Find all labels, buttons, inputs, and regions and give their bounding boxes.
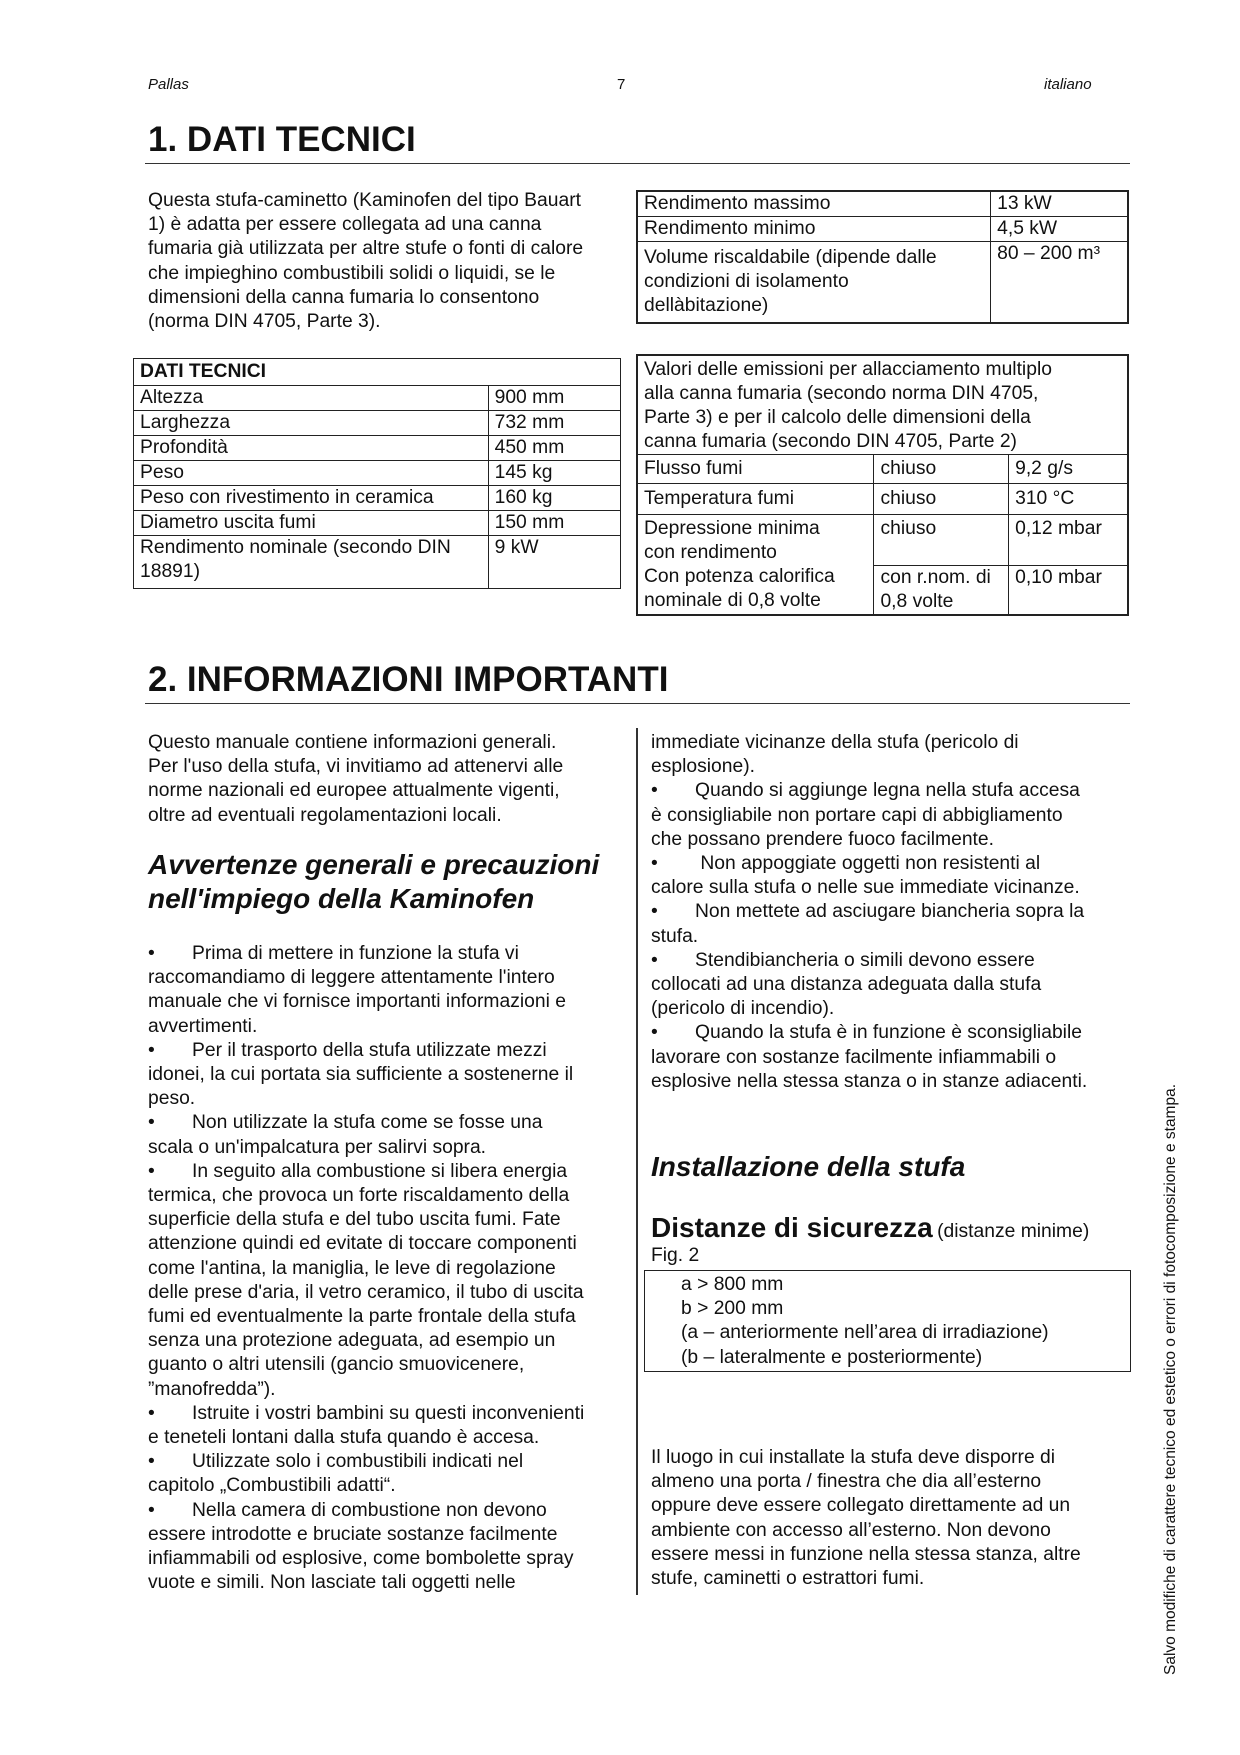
bullet: • bbox=[651, 853, 658, 875]
text-line bbox=[148, 1499, 584, 1523]
table-cell: 13 kW bbox=[991, 191, 1128, 217]
cell-line: Con potenza calorifica bbox=[644, 566, 835, 587]
precautions-heading bbox=[148, 848, 599, 916]
distance-title: Distanze di sicurezza bbox=[651, 1212, 933, 1243]
text-line: oppure deve essere collegato direttamente ad un bbox=[651, 1495, 1071, 1517]
text-line bbox=[651, 1070, 1087, 1094]
section1-intro bbox=[148, 189, 583, 334]
text-line bbox=[148, 1160, 584, 1184]
line-text: In seguito alla combustione si libera energia bbox=[192, 1160, 568, 1182]
distance-line: a > 800 mm bbox=[681, 1274, 784, 1295]
performance-table bbox=[636, 190, 1129, 324]
cell-line: Volume riscaldabile (dipende dalle bbox=[644, 247, 937, 268]
table-heading bbox=[637, 355, 1128, 455]
text-line bbox=[148, 966, 584, 990]
table-row bbox=[637, 242, 1128, 324]
intro-line: 1) è adatta per essere collegata ad una canna bbox=[148, 214, 542, 236]
line-text: attenzione quindi ed evitate di toccare componenti bbox=[148, 1233, 577, 1255]
text-line bbox=[651, 900, 1087, 924]
text-line bbox=[148, 990, 584, 1014]
distance-box bbox=[644, 1270, 1131, 1372]
text-line bbox=[651, 925, 1087, 949]
table-cell: Profondità bbox=[134, 436, 489, 461]
cell-line: con rendimento bbox=[644, 542, 777, 563]
line-text: avvertimenti. bbox=[148, 1015, 258, 1037]
line-text: essere introdotte e bruciate sostanze facilmente bbox=[148, 1523, 558, 1545]
line-text: ”manofredda”). bbox=[148, 1378, 276, 1400]
table-cell: 4,5 kW bbox=[991, 217, 1128, 242]
text-line bbox=[651, 973, 1087, 997]
line-text: immediate vicinanze della stufa (pericolo di bbox=[651, 732, 1019, 753]
table-cell: 732 mm bbox=[488, 411, 620, 436]
text-line bbox=[651, 852, 1087, 876]
text-line bbox=[148, 1232, 584, 1256]
cell-line: dellàbitazione) bbox=[644, 295, 769, 316]
text-line bbox=[148, 1063, 584, 1087]
text-line bbox=[651, 1046, 1087, 1070]
line-text: Non utilizzate la stufa come se fosse una bbox=[192, 1112, 543, 1134]
text-line bbox=[148, 1523, 584, 1547]
table-cell bbox=[134, 536, 489, 589]
line-text: Quando si aggiunge legna nella stufa accesa bbox=[695, 780, 1080, 802]
text-line bbox=[651, 949, 1087, 973]
table-heading: DATI TECNICI bbox=[134, 359, 621, 386]
text-line bbox=[651, 731, 1087, 755]
text-line bbox=[651, 779, 1087, 803]
heading-line: nell'impiego della Kaminofen bbox=[148, 883, 535, 914]
text-line bbox=[148, 1402, 584, 1426]
table-row bbox=[637, 515, 1128, 566]
table-cell: 150 mm bbox=[488, 511, 620, 536]
table-cell: 0,10 mbar bbox=[1009, 565, 1128, 615]
table-cell: Peso con rivestimento in ceramica bbox=[134, 486, 489, 511]
text-line bbox=[148, 1281, 584, 1305]
cell-line: con r.nom. di bbox=[880, 566, 991, 588]
text-line bbox=[148, 1208, 584, 1232]
line-text: Quando la stufa è in funzione è sconsigliabile bbox=[695, 1022, 1082, 1044]
table-cell bbox=[637, 515, 874, 566]
bullet: • bbox=[148, 943, 155, 964]
text-line bbox=[148, 1426, 584, 1450]
distance-heading bbox=[651, 1212, 1089, 1244]
text-line bbox=[148, 1329, 584, 1353]
header-left: Pallas bbox=[148, 76, 189, 93]
section2-rule bbox=[145, 703, 1130, 704]
table-cell bbox=[637, 242, 991, 324]
table-row bbox=[637, 191, 1128, 217]
text-line bbox=[148, 1474, 584, 1498]
table-cell: 900 mm bbox=[488, 386, 620, 411]
line-text: come l'antina, la maniglia, le leve di regolazione bbox=[148, 1257, 556, 1279]
cell-line: 0,8 volte bbox=[880, 590, 954, 612]
bullet: • bbox=[148, 1402, 155, 1424]
line-text: calore sulla stufa o nelle sue immediate vicinanze. bbox=[651, 877, 1080, 899]
table-cell: Altezza bbox=[134, 386, 489, 411]
line-text: senza una protezione adeguata, ad esempio un bbox=[148, 1330, 556, 1352]
line-text: vuote e simili. Non lasciate tali oggetti nelle bbox=[148, 1572, 516, 1594]
line-text: infiammabili od esplosive, come bombolette spray bbox=[148, 1548, 574, 1570]
intro-line: che impieghino combustibili solidi o liquidi, se le bbox=[148, 262, 556, 284]
header-right: italiano bbox=[1044, 76, 1092, 93]
table-cell: chiuso bbox=[874, 455, 1009, 484]
line-text: guanto o altri utensili (gancio smuovicenere, bbox=[148, 1354, 525, 1376]
cell-line: 18891) bbox=[140, 561, 201, 582]
bullet: • bbox=[651, 780, 658, 802]
table-cell: 9 kW bbox=[488, 536, 620, 589]
intro-line: Questo manuale contiene informazioni generali. bbox=[148, 732, 557, 753]
text-line bbox=[148, 1450, 584, 1474]
installation-heading: Installazione della stufa bbox=[651, 1151, 966, 1182]
bullet: • bbox=[148, 1451, 155, 1473]
table-cell bbox=[637, 565, 874, 615]
line-text: stufa. bbox=[651, 925, 699, 947]
line-text: Non appoggiate oggetti non resistenti al bbox=[695, 853, 1041, 875]
line-text: delle prese d'aria, il vetro ceramico, il tubo di uscita bbox=[148, 1281, 584, 1303]
intro-line: oltre ad eventuali regolamentazioni locali. bbox=[148, 804, 502, 826]
text-line bbox=[651, 755, 1087, 779]
table-cell: 160 kg bbox=[488, 486, 620, 511]
text-line bbox=[148, 942, 584, 966]
line-text: Nella camera di combustione non devono bbox=[192, 1499, 547, 1521]
table-row bbox=[637, 484, 1128, 515]
text-line bbox=[148, 1353, 584, 1377]
bullet: • bbox=[651, 901, 658, 923]
table-cell: Diametro uscita fumi bbox=[134, 511, 489, 536]
line-text: scala o un'impalcatura per salirvi sopra. bbox=[148, 1136, 487, 1158]
table-cell: 145 kg bbox=[488, 461, 620, 486]
text-line bbox=[651, 828, 1087, 852]
left-column-text bbox=[148, 942, 584, 1595]
table-cell: Peso bbox=[134, 461, 489, 486]
table-row bbox=[134, 386, 621, 411]
text-line bbox=[651, 804, 1087, 828]
bullet: • bbox=[651, 1022, 658, 1044]
table-cell: Larghezza bbox=[134, 411, 489, 436]
text-line bbox=[148, 1257, 584, 1281]
table-cell: 80 – 200 m³ bbox=[991, 242, 1128, 324]
table-row bbox=[134, 536, 621, 589]
text-line: Il luogo in cui installate la stufa deve disporre di bbox=[651, 1447, 1056, 1468]
text-line: almeno una porta / finestra che dia all’esterno bbox=[651, 1471, 1042, 1493]
intro-line: norme nazionali ed europee attualmente vigenti, bbox=[148, 780, 560, 802]
table-cell: Rendimento massimo bbox=[637, 191, 991, 217]
table-row bbox=[134, 436, 621, 461]
text-line bbox=[148, 1547, 584, 1571]
line-text: Istruite i vostri bambini su questi inconvenienti bbox=[192, 1402, 585, 1424]
text-line bbox=[148, 1184, 584, 1208]
bullet: • bbox=[651, 949, 658, 971]
tech-data-table bbox=[133, 358, 621, 589]
line-text: superficie della stufa e del tubo uscita fumi. Fate bbox=[148, 1209, 561, 1231]
distance-line: (b – lateralmente e posteriormente) bbox=[681, 1346, 983, 1368]
table-cell: Temperatura fumi bbox=[637, 484, 874, 515]
side-note: Salvo modifiche di carattere tecnico ed estetico o errori di fotocomposizione e stampa. bbox=[1162, 1083, 1179, 1675]
page-number: 7 bbox=[617, 76, 626, 93]
table-cell: Flusso fumi bbox=[637, 455, 874, 484]
line-text: è consigliabile non portare capi di abbigliamento bbox=[651, 804, 1063, 826]
table-row bbox=[134, 461, 621, 486]
cell-line: nominale di 0,8 volte bbox=[644, 590, 821, 611]
column-divider bbox=[636, 728, 638, 1595]
intro-line: Questa stufa-caminetto (Kaminofen del tipo Bauart bbox=[148, 190, 581, 211]
text-line bbox=[148, 1136, 584, 1160]
cell-line: Rendimento nominale (secondo DIN bbox=[140, 537, 451, 558]
text-line bbox=[148, 1571, 584, 1595]
line-text: Per il trasporto della stufa utilizzate mezzi bbox=[192, 1039, 547, 1061]
line-text: collocati ad una distanza adeguata dalla stufa bbox=[651, 974, 1042, 996]
line-text: capitolo „Combustibili adatti“. bbox=[148, 1475, 396, 1497]
distance-line: (a – anteriormente nell’area di irradiazione) bbox=[681, 1322, 1049, 1344]
line-text: esplosive nella stessa stanza o in stanze adiacenti. bbox=[651, 1070, 1088, 1092]
intro-line: fumaria già utilizzata per altre stufe o fonti di calore bbox=[148, 238, 584, 260]
text-line: ambiente con accesso all’esterno. Non devono bbox=[651, 1519, 1051, 1541]
right-column-text bbox=[651, 731, 1087, 1094]
line-text: e teneteli lontani dalla stufa quando è accesa. bbox=[148, 1427, 540, 1449]
table-row bbox=[637, 565, 1128, 615]
table-row bbox=[134, 511, 621, 536]
text-line bbox=[148, 1039, 584, 1063]
table-cell: 310 °C bbox=[1009, 484, 1128, 515]
table-cell: Rendimento minimo bbox=[637, 217, 991, 242]
section2-intro bbox=[148, 731, 563, 828]
line-text: raccomandiamo di leggere attentamente l'intero bbox=[148, 967, 555, 989]
text-line bbox=[148, 1015, 584, 1039]
line-text: Non mettete ad asciugare biancheria sopra la bbox=[695, 901, 1085, 923]
text-line bbox=[148, 1087, 584, 1111]
cell-line: Depressione minima bbox=[644, 518, 820, 539]
distance-note: (distanze minime) bbox=[937, 1221, 1090, 1242]
text-line: stufe, caminetti o estrattori fumi. bbox=[651, 1568, 925, 1590]
intro-line: (norma DIN 4705, Parte 3). bbox=[148, 311, 381, 333]
line-text: idonei, la cui portata sia sufficiente a sostenerne il bbox=[148, 1064, 574, 1086]
line-text: termica, che provoca un forte riscaldamento della bbox=[148, 1185, 570, 1207]
line-text: Stendibiancheria o simili devono essere bbox=[695, 949, 1035, 971]
table-cell bbox=[874, 565, 1009, 615]
emission-table bbox=[636, 354, 1129, 616]
installation-text bbox=[651, 1446, 1081, 1591]
line-text: Prima di mettere in funzione la stufa vi bbox=[192, 943, 519, 964]
text-line bbox=[651, 1021, 1087, 1045]
cell-line: Parte 3) e per il calcolo delle dimensioni della bbox=[644, 407, 1031, 428]
cell-line: alla canna fumaria (secondo norma DIN 4705, bbox=[644, 383, 1039, 404]
line-text: peso. bbox=[148, 1088, 196, 1110]
heading-line: Avvertenze generali e precauzioni bbox=[148, 849, 600, 880]
cell-line: condizioni di isolamento bbox=[644, 271, 849, 292]
figure-label: Fig. 2 bbox=[651, 1245, 700, 1266]
text-line bbox=[148, 1111, 584, 1135]
table-cell: chiuso bbox=[874, 515, 1009, 566]
table-header-row bbox=[637, 355, 1128, 455]
table-row bbox=[637, 455, 1128, 484]
cell-line: Valori delle emissioni per allacciamento multiplo bbox=[644, 359, 1052, 380]
line-text: fumi ed eventualmente la parte frontale della stufa bbox=[148, 1306, 576, 1328]
bullet: • bbox=[148, 1160, 155, 1182]
section1-rule bbox=[145, 163, 1130, 164]
bullet: • bbox=[148, 1499, 155, 1521]
intro-line: Per l'uso della stufa, vi invitiamo ad attenervi alle bbox=[148, 756, 564, 778]
line-text: esplosione). bbox=[651, 756, 755, 778]
cell-line: canna fumaria (secondo DIN 4705, Parte 2) bbox=[644, 431, 1017, 452]
table-row bbox=[637, 217, 1128, 242]
text-line bbox=[148, 1305, 584, 1329]
table-cell: 0,12 mbar bbox=[1009, 515, 1128, 566]
table-cell: 450 mm bbox=[488, 436, 620, 461]
line-text: lavorare con sostanze facilmente infiammabili o bbox=[651, 1046, 1057, 1068]
text-line bbox=[651, 876, 1087, 900]
text-line bbox=[148, 1378, 584, 1402]
line-text: che possano prendere fuoco facilmente. bbox=[651, 828, 994, 850]
table-row bbox=[134, 411, 621, 436]
text-line: essere messi in funzione nella stessa stanza, altre bbox=[651, 1543, 1081, 1565]
line-text: (pericolo di incendio). bbox=[651, 998, 835, 1020]
bullet: • bbox=[148, 1039, 155, 1061]
table-cell: 9,2 g/s bbox=[1009, 455, 1128, 484]
intro-line: dimensioni della canna fumaria lo consentono bbox=[148, 286, 540, 308]
table-cell: chiuso bbox=[874, 484, 1009, 515]
table-row bbox=[134, 486, 621, 511]
line-text: Utilizzate solo i combustibili indicati nel bbox=[192, 1451, 524, 1473]
section1-title: 1. DATI TECNICI bbox=[148, 120, 416, 159]
distance-line: b > 200 mm bbox=[681, 1298, 784, 1320]
line-text: manuale che vi fornisce importanti informazioni e bbox=[148, 991, 566, 1013]
text-line bbox=[651, 997, 1087, 1021]
table-header-row bbox=[134, 359, 621, 386]
bullet: • bbox=[148, 1112, 155, 1134]
section2-title: 2. INFORMAZIONI IMPORTANTI bbox=[148, 660, 669, 699]
